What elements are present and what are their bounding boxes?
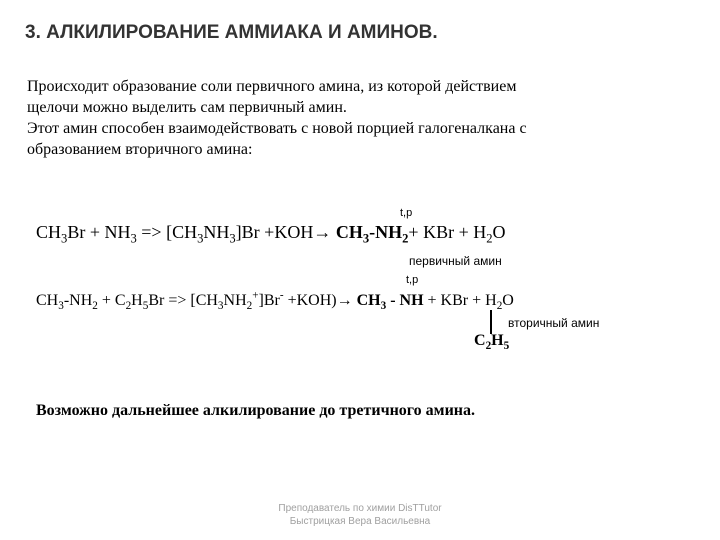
reaction2-condition: t,p: [406, 274, 419, 286]
bond-line: [490, 310, 492, 334]
reaction1-condition: t,p: [400, 207, 413, 219]
arrow-icon: →: [336, 292, 353, 309]
slide-title: 3. АЛКИЛИРОВАНИЕ АММИАКА И АМИНОВ.: [25, 22, 438, 43]
reaction1-note: первичный амин: [409, 254, 502, 268]
ethyl-group: $C_2H_5$: [474, 332, 510, 353]
paragraph-line-2: щелочи можно выделить сам первичный амин.: [27, 99, 347, 116]
paragraph-line-4: образованием вторичного амина:: [27, 141, 253, 158]
footer-line-1: Преподаватель по химии DisTTutor: [278, 503, 442, 514]
paragraph-line-1: Происходит образование соли первичного амина, из которой действием: [27, 78, 517, 95]
reaction1-equation: $CH_3Br + NH_3 => [CH_3NH_3]Br +KOH\to CH_3-NH_2+$ KBr + $H_2O$: [36, 222, 506, 246]
paragraph-line-3: Этот амин способен взаимодействовать с новой порцией галогеналкана с: [27, 120, 527, 137]
reaction2-equation: $CH_3-NH_2 + C_2H_5Br => [CH_3NH_2^+]Br^- +KOH)\to CH_3$ - NH + KBr + $H_2O$: [36, 289, 514, 313]
reaction2-note: вторичный амин: [508, 316, 600, 330]
arrow-icon: →: [313, 222, 332, 242]
conclusion-text: Возможно дальнейшее алкилирование до третичного амина.: [36, 402, 476, 419]
footer-line-2: Быстрицкая Вера Васильевна: [289, 516, 431, 527]
footer: [0, 502, 720, 528]
